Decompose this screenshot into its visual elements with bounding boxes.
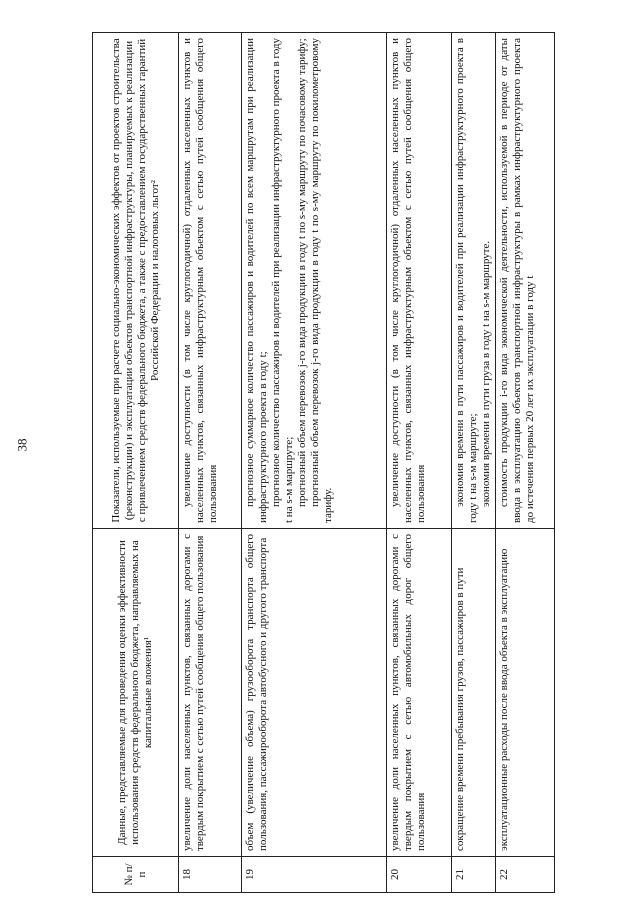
indicator-text: экономия времени в пути груза в году t на s-м маршруте.: [480, 240, 493, 507]
indicator-text: прогнозное количество пассажиров и водителей при реализации инфраструктурного проекта в году t на s-м маршруте;: [270, 38, 295, 523]
row-data: объем (увеличение объема) грузооборота транспорта общего пользования, пассажирооборота автобусного и другого транспорта: [242, 529, 387, 857]
row-indicators: [179, 33, 242, 529]
indicator-text: прогнозный объем перевозок j-го вида продукции в году t по s-му маршруту по покилометровому тарифу.: [308, 37, 334, 523]
row-data: увеличение доли населенных пунктов, связанных дорогами с твердым покрытием с сетью путей сообщения общего пользования: [179, 529, 242, 857]
indicator-text: экономия времени в пути пассажиров и водителей при реализации инфраструктурного проекта в году t на s-м маршруте;: [454, 38, 480, 523]
table-header-row: [93, 33, 179, 893]
row-data: сокращение времени пребывания грузов, пассажиров в пути: [452, 529, 496, 857]
table-row: [242, 33, 387, 893]
row-number: 20: [387, 857, 452, 893]
header-data: Данные, представляемые для проведения оценки эффективности использования средств федерального бюджета, направляемых на капитальные вложения¹: [93, 529, 179, 857]
indicator-text: увеличение доступности (в том числе круглогодичной) отдаленных населенных пунктов и населенных пунктов, связанных инфраструктурным объектом с сетью путей сообщения общего пользования: [389, 38, 428, 523]
header-num: № п/п: [93, 857, 179, 893]
table-row: [179, 33, 242, 893]
table-row: [452, 33, 496, 893]
row-indicators: [496, 33, 555, 529]
indicator-text: стоимость продукции i-го вида экономической деятельности, используемой в периоде от даты ввода в эксплуатацию объектов транспортной инфраструктуры в рамках инфраструктурного проекта до истечения первых 20 лет их эксплуатации в году t: [498, 38, 536, 523]
row-data: эксплуатационные расходы после ввода объекта в эксплуатацию: [496, 529, 555, 857]
table-row: [387, 33, 452, 893]
row-number: 18: [179, 857, 242, 893]
header-indicators: Показатели, используемые при расчете социально-экономических эффектов от проектов строительства (реконструкции) и эксплуатации объектов транспортной инфраструктуры, планируемых к реализации с привлечением средств федерального бюджета, а также с предоставлением государственных гарантий Российской Федерации и налоговых льгот²: [93, 33, 179, 529]
row-number: 19: [242, 857, 387, 893]
row-indicators: [387, 33, 452, 529]
row-number: 21: [452, 857, 496, 893]
indicator-text: прогнозное суммарное количество пассажиров и водителей по всем маршрутам при реализации инфраструктурного проекта в году t;: [244, 38, 270, 523]
row-indicators: [452, 33, 496, 529]
row-data: увеличение доли населенных пунктов, связанных дорогами с твердым покрытием с сетью автомобильных дорог общего пользования: [387, 529, 452, 857]
indicator-text: прогнозный объем перевозок j-го вида продукции в году t по s-му маршруту по почасовому тарифу;: [295, 38, 308, 507]
indicator-text: увеличение доступности (в том числе круглогодичной) отдаленных населенных пунктов и населенных пунктов, связанных инфраструктурным объектом с сетью путей сообщения общего пользования: [181, 38, 220, 523]
indicators-table: [92, 32, 555, 893]
row-indicators: [242, 33, 387, 529]
page-number: 38: [14, 438, 30, 452]
rotated-table-container: [92, 33, 555, 893]
table-row: [496, 33, 555, 893]
row-number: 22: [496, 857, 555, 893]
